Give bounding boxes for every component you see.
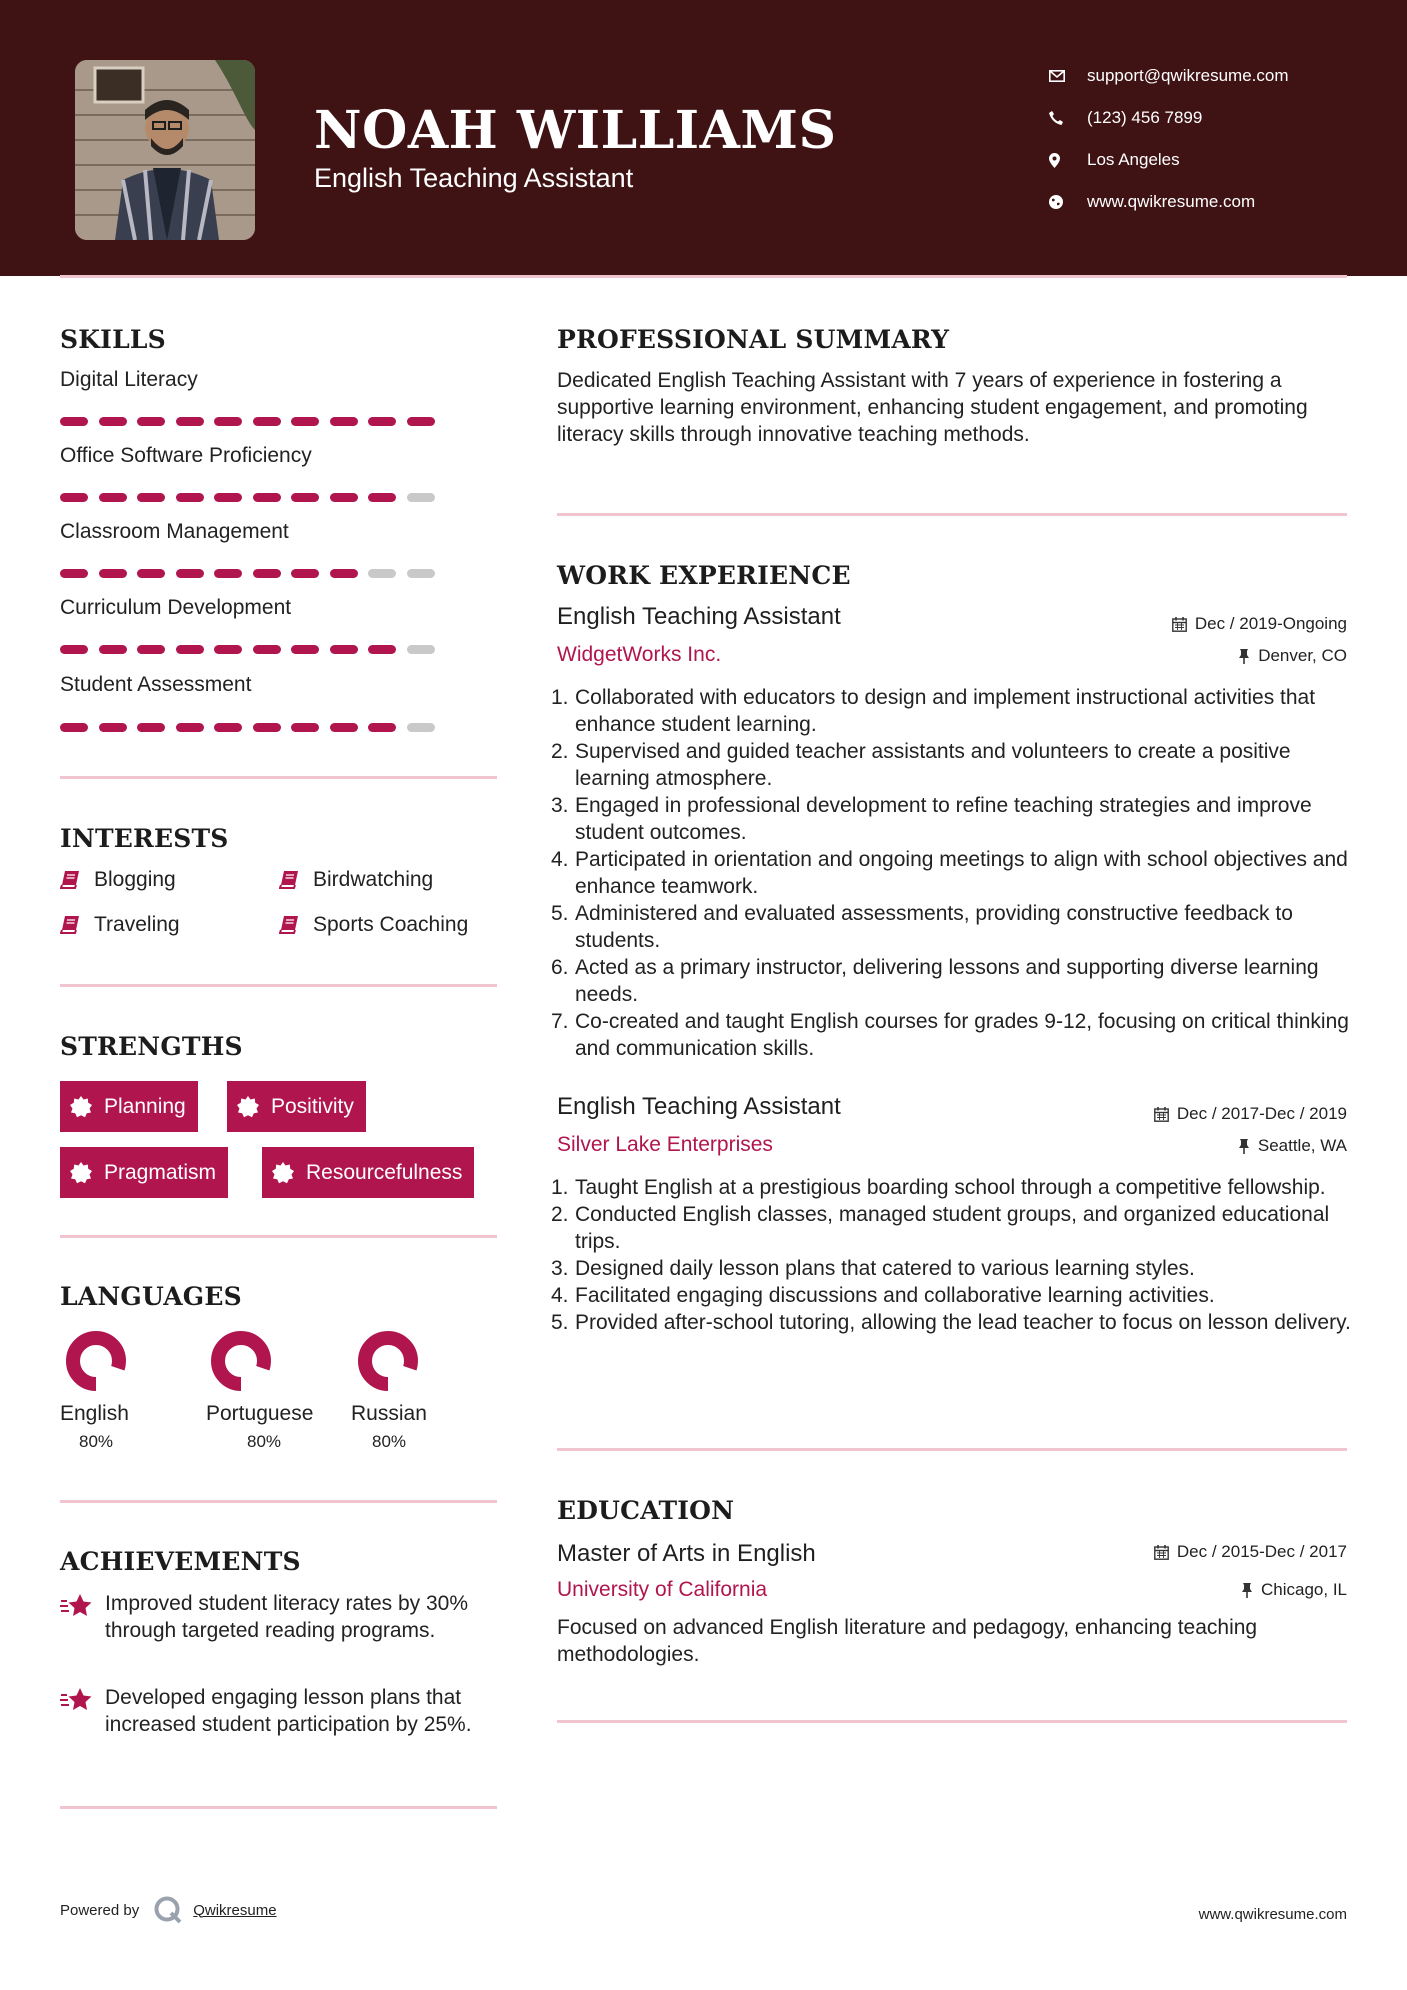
skill-dot-empty	[407, 493, 435, 502]
calendar-icon	[1154, 1545, 1169, 1560]
skill-dot-filled	[137, 569, 165, 578]
job-bullet-text: Co-created and taught English courses for grades 9-12, focusing on critical thinking and communication skills.	[575, 1010, 1349, 1060]
job-bullet-text: Facilitated engaging discussions and collaborative learning activities.	[575, 1284, 1215, 1307]
skill-rating	[60, 645, 440, 654]
summary-heading: PROFESSIONAL SUMMARY	[557, 325, 950, 354]
skill-name: Student Assessment	[60, 673, 252, 696]
skill-dot-filled	[330, 569, 358, 578]
star-icon	[60, 1686, 94, 1714]
education-location	[1241, 1580, 1347, 1600]
pushpin-icon	[1238, 649, 1250, 664]
globe-icon	[1049, 192, 1087, 212]
job-bullet	[551, 792, 1357, 846]
skill-dot-filled	[137, 493, 165, 502]
skill-dot-filled	[99, 723, 127, 732]
skill-dot-filled	[137, 417, 165, 426]
language-ring	[210, 1330, 272, 1392]
job-bullet-number: 6.	[551, 956, 569, 979]
contact-list	[1049, 55, 1379, 223]
strength-chip	[262, 1147, 474, 1198]
header-divider	[60, 275, 1347, 278]
skill-rating	[60, 417, 440, 426]
interest-item	[60, 868, 176, 892]
skill-dot-empty	[407, 645, 435, 654]
achievements-divider	[60, 1806, 497, 1809]
book-icon	[279, 915, 299, 935]
skill-dot-filled	[407, 417, 435, 426]
contact-location	[1049, 139, 1379, 181]
phone-icon	[1049, 108, 1087, 128]
language-name: Portuguese	[206, 1402, 314, 1425]
footer-website[interactable]: www.qwikresume.com	[1198, 1906, 1347, 1923]
skill-dot-filled	[330, 417, 358, 426]
contact-website	[1049, 181, 1379, 223]
badge-icon	[237, 1096, 259, 1118]
candidate-name: NOAH WILLIAMS	[314, 100, 837, 161]
education-location-text: Chicago, IL	[1261, 1580, 1347, 1599]
achievement-text: Improved student literacy rates by 30% through targeted reading programs.	[105, 1592, 469, 1642]
job-location	[1238, 646, 1347, 666]
company-name: Silver Lake Enterprises	[557, 1133, 773, 1156]
strength-chip	[227, 1081, 366, 1132]
job-bullet	[551, 900, 1357, 954]
skill-name: Curriculum Development	[60, 596, 292, 619]
job-bullet-number: 1.	[551, 686, 569, 709]
job-dates-text: Dec / 2017-Dec / 2019	[1176, 1104, 1347, 1123]
summary-text: Dedicated English Teaching Assistant with 7 years of experience in fostering a supportive learning environment, enhancing student engagement, and promoting literacy skills through innovative teaching methods.	[557, 369, 1308, 446]
envelope-icon	[1049, 66, 1087, 86]
achievement-text: Developed engaging lesson plans that increased student participation by 25%.	[105, 1686, 472, 1736]
interest-label: Birdwatching	[313, 868, 434, 891]
skill-dot-filled	[291, 569, 319, 578]
skill-dot-empty	[407, 569, 435, 578]
badge-icon	[272, 1162, 294, 1184]
profile-photo-image	[75, 60, 255, 240]
skill-dot-empty	[407, 723, 435, 732]
skill-dot-empty	[368, 569, 396, 578]
language-ring-arc	[218, 1338, 264, 1384]
candidate-title: English Teaching Assistant	[314, 163, 634, 193]
map-pin-icon	[1049, 150, 1087, 170]
skill-rating	[60, 569, 440, 578]
interest-item	[60, 913, 180, 937]
job-bullet-number: 7.	[551, 1010, 569, 1033]
job-dates	[1172, 614, 1347, 634]
job-bullet-number: 3.	[551, 794, 569, 817]
skill-dot-filled	[176, 417, 204, 426]
job-title: English Teaching Assistant	[557, 603, 841, 630]
skill-dot-filled	[176, 645, 204, 654]
education-description: Focused on advanced English literature and pedagogy, enhancing teaching methodologies.	[557, 1616, 1258, 1666]
skill-dot-filled	[214, 493, 242, 502]
skill-name: Office Software Proficiency	[60, 444, 312, 467]
strength-label: Resourcefulness	[306, 1160, 463, 1184]
skill-dot-filled	[60, 493, 88, 502]
job-bullets	[551, 684, 1357, 1062]
skill-dot-filled	[253, 645, 281, 654]
strength-label: Pragmatism	[104, 1160, 217, 1184]
degree-title: Master of Arts in English	[557, 1540, 816, 1567]
job-bullet-text: Engaged in professional development to refine teaching strategies and improve student outcomes.	[575, 794, 1312, 844]
book-icon	[279, 870, 299, 890]
job-bullet	[551, 1008, 1357, 1062]
book-icon	[60, 915, 80, 935]
skill-dot-filled	[176, 493, 204, 502]
book-icon	[60, 870, 80, 890]
skill-dot-filled	[137, 723, 165, 732]
skill-dot-filled	[368, 723, 396, 732]
job-bullet-text: Collaborated with educators to design and implement instructional activities that enhance student learning.	[575, 686, 1316, 736]
language-ring	[357, 1330, 419, 1392]
strength-label: Planning	[104, 1094, 186, 1118]
job-bullet-text: Provided after-school tutoring, allowing the lead teacher to focus on lesson delivery.	[575, 1311, 1351, 1334]
skill-dot-filled	[214, 723, 242, 732]
job-bullet-text: Administered and evaluated assessments, providing constructive feedback to students.	[575, 902, 1293, 952]
skill-dot-filled	[291, 493, 319, 502]
job-bullet-number: 2.	[551, 1203, 569, 1226]
calendar-icon	[1172, 617, 1187, 632]
skill-dot-filled	[291, 723, 319, 732]
job-bullet-text: Acted as a primary instructor, delivering lessons and supporting diverse learning needs.	[575, 956, 1319, 1006]
job-bullet-text: Designed daily lesson plans that catered to various learning styles.	[575, 1257, 1195, 1280]
strength-chip	[60, 1081, 198, 1132]
job-title: English Teaching Assistant	[557, 1093, 841, 1120]
skills-heading: SKILLS	[60, 325, 166, 354]
job-bullet	[551, 1201, 1357, 1255]
interests-divider	[60, 984, 497, 987]
skill-dot-filled	[99, 645, 127, 654]
language-name: English	[60, 1402, 129, 1425]
job-bullet	[551, 738, 1357, 792]
language-ring-arc	[73, 1338, 119, 1384]
job-bullet-number: 2.	[551, 740, 569, 763]
skill-dot-filled	[137, 645, 165, 654]
skill-dot-filled	[330, 723, 358, 732]
badge-icon	[70, 1162, 92, 1184]
interest-item	[279, 868, 433, 892]
school-name: University of California	[557, 1578, 768, 1601]
skill-name: Classroom Management	[60, 520, 289, 543]
footer-brand-link[interactable]: Qwikresume	[193, 1901, 277, 1919]
strength-chip	[60, 1147, 228, 1198]
job-bullet	[551, 954, 1357, 1008]
skill-dot-filled	[253, 493, 281, 502]
skill-dot-filled	[176, 723, 204, 732]
pushpin-icon	[1241, 1583, 1253, 1598]
footer-powered-by	[60, 1895, 277, 1925]
language-ring-arc	[365, 1338, 411, 1384]
experience-divider	[557, 1448, 1347, 1451]
skill-dot-filled	[368, 493, 396, 502]
strength-label: Positivity	[271, 1094, 354, 1118]
pushpin-icon	[1238, 1139, 1250, 1154]
language-name: Russian	[351, 1402, 427, 1425]
job-bullet-number: 4.	[551, 848, 569, 871]
qwikresume-logo-icon	[153, 1895, 183, 1925]
strengths-heading: STRENGTHS	[60, 1032, 243, 1061]
language-percent: 80%	[372, 1432, 407, 1451]
powered-by-text: Powered by	[60, 1901, 140, 1919]
job-bullet-number: 3.	[551, 1257, 569, 1280]
job-bullet	[551, 1282, 1357, 1309]
job-bullet	[551, 1174, 1357, 1201]
interest-label: Sports Coaching	[313, 913, 469, 936]
contact-email-text[interactable]: support@qwikresume.com	[1087, 66, 1289, 85]
job-dates-text: Dec / 2019-Ongoing	[1194, 614, 1347, 633]
skill-dot-filled	[253, 417, 281, 426]
job-bullet	[551, 1255, 1357, 1282]
resume-header	[0, 0, 1407, 276]
education-dates	[1154, 1542, 1347, 1562]
skills-divider	[60, 776, 497, 779]
job-bullet-text: Supervised and guided teacher assistants and volunteers to create a positive learning atmosphere.	[575, 740, 1291, 790]
skill-rating	[60, 493, 440, 502]
education-dates-text: Dec / 2015-Dec / 2017	[1176, 1542, 1347, 1561]
summary-divider	[557, 513, 1347, 516]
contact-email	[1049, 55, 1379, 97]
skill-dot-filled	[60, 723, 88, 732]
job-bullet-text: Participated in orientation and ongoing meetings to align with school objectives and enhance teamwork.	[575, 848, 1348, 898]
job-bullet-number: 5.	[551, 902, 569, 925]
skill-dot-filled	[99, 569, 127, 578]
education-heading: EDUCATION	[557, 1496, 735, 1525]
skill-dot-filled	[330, 493, 358, 502]
skill-dot-filled	[368, 417, 396, 426]
job-location	[1238, 1136, 1347, 1156]
interest-label: Blogging	[94, 868, 176, 891]
skill-dot-filled	[176, 569, 204, 578]
strengths-divider	[60, 1235, 497, 1238]
job-location-text: Seattle, WA	[1257, 1136, 1347, 1155]
skill-dot-filled	[60, 645, 88, 654]
job-bullet-number: 4.	[551, 1284, 569, 1307]
job-bullets	[551, 1174, 1357, 1336]
star-icon	[60, 1592, 94, 1620]
skill-dot-filled	[253, 723, 281, 732]
skill-dot-filled	[291, 417, 319, 426]
skill-dot-filled	[99, 417, 127, 426]
interests-heading: INTERESTS	[60, 824, 229, 853]
job-bullet-number: 5.	[551, 1311, 569, 1334]
profile-photo	[75, 60, 255, 240]
skill-dot-filled	[368, 645, 396, 654]
company-name: WidgetWorks Inc.	[557, 643, 722, 666]
education-divider	[557, 1720, 1347, 1723]
skill-dot-filled	[330, 645, 358, 654]
job-bullet-number: 1.	[551, 1176, 569, 1199]
language-percent: 80%	[79, 1432, 114, 1451]
languages-heading: LANGUAGES	[60, 1282, 242, 1311]
skill-dot-filled	[291, 645, 319, 654]
job-bullet-text: Conducted English classes, managed student groups, and organized educational trips.	[575, 1203, 1330, 1253]
skill-dot-filled	[214, 645, 242, 654]
contact-location-text: Los Angeles	[1087, 150, 1180, 169]
skill-dot-filled	[60, 569, 88, 578]
language-ring	[65, 1330, 127, 1392]
skill-rating	[60, 723, 440, 732]
job-bullet	[551, 846, 1357, 900]
badge-icon	[70, 1096, 92, 1118]
skill-name: Digital Literacy	[60, 368, 198, 391]
contact-phone	[1049, 97, 1379, 139]
languages-divider	[60, 1500, 497, 1503]
job-bullet	[551, 1309, 1357, 1336]
interest-label: Traveling	[94, 913, 180, 936]
interest-item	[279, 913, 468, 937]
calendar-icon	[1154, 1107, 1169, 1122]
job-location-text: Denver, CO	[1258, 646, 1347, 665]
language-percent: 80%	[247, 1432, 282, 1451]
contact-website-text[interactable]: www.qwikresume.com	[1087, 192, 1256, 211]
achievements-heading: ACHIEVEMENTS	[60, 1547, 301, 1576]
job-dates	[1154, 1104, 1347, 1124]
experience-heading: WORK EXPERIENCE	[557, 561, 851, 590]
skill-dot-filled	[60, 417, 88, 426]
skill-dot-filled	[214, 569, 242, 578]
skill-dot-filled	[99, 493, 127, 502]
job-bullet-text: Taught English at a prestigious boarding school through a competitive fellowship.	[575, 1176, 1326, 1199]
skill-dot-filled	[253, 569, 281, 578]
job-bullet	[551, 684, 1357, 738]
contact-phone-text[interactable]: (123) 456 7899	[1087, 108, 1203, 127]
skill-dot-filled	[214, 417, 242, 426]
